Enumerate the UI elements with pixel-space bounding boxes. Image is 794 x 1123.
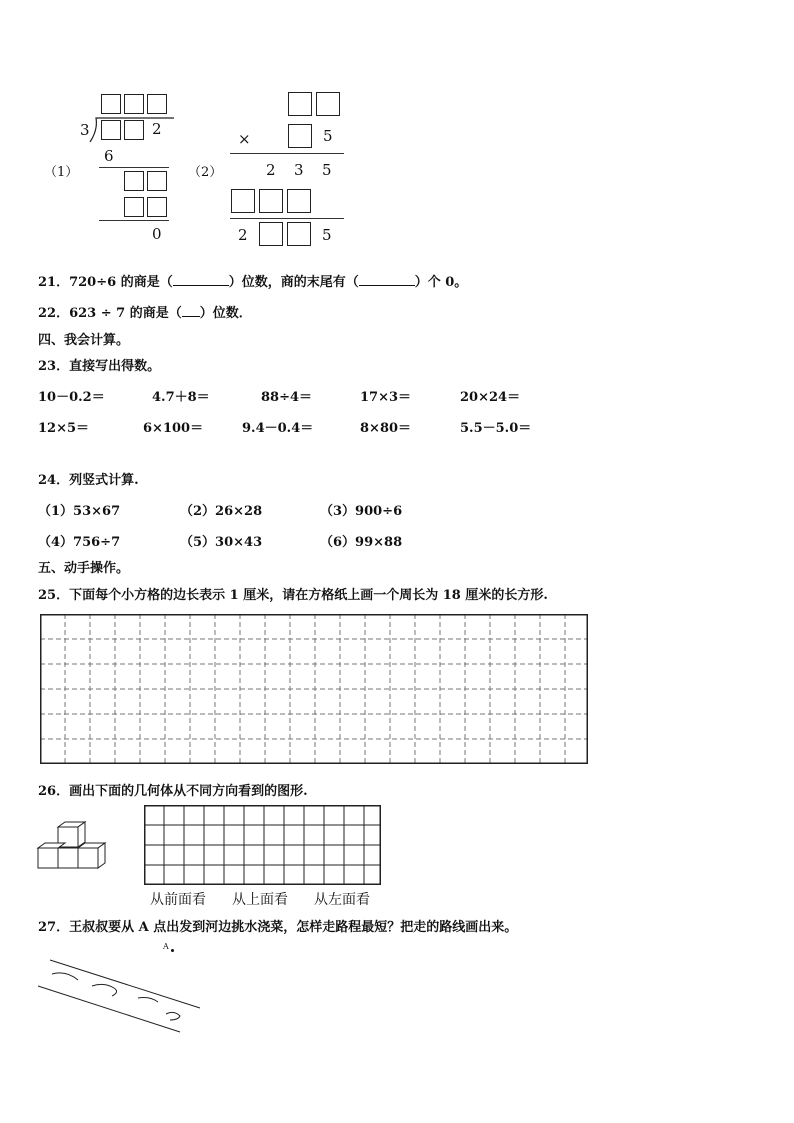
vertical-calc-item: （4）756÷7 <box>38 535 121 550</box>
vertical-calc-item: （2）26×28 <box>180 504 263 519</box>
section-5-heading: 五、动手操作。 <box>38 561 130 576</box>
factor-box-1[interactable] <box>288 92 312 116</box>
question-27-title: 27．王叔叔要从 A 点出发到河边挑水浇菜，怎样走路程最短？把走的路线画出来。 <box>38 920 518 935</box>
step-box-3[interactable] <box>124 197 144 217</box>
factor-box-2[interactable] <box>316 92 340 116</box>
calc-item: 17×3＝ <box>360 390 412 405</box>
top-view-label: 从上面看 <box>232 892 288 908</box>
vertical-calc-item: （3）900÷6 <box>320 504 403 519</box>
calc-item: 6×100＝ <box>143 421 204 436</box>
dividend-box-1[interactable] <box>101 120 121 140</box>
question-24-title: 24．列竖式计算. <box>38 473 139 488</box>
view-drawing-grid[interactable] <box>144 805 381 885</box>
question-number: 21． <box>38 275 70 290</box>
partial-digit-1: 2 <box>266 161 276 179</box>
multiplier-digit: 5 <box>323 127 333 145</box>
rule-line <box>99 167 169 168</box>
question-text: ）位数． <box>199 306 252 321</box>
step-box-2[interactable] <box>147 171 167 191</box>
calc-item: 88÷4＝ <box>261 390 313 405</box>
vertical-calc-item: （1）53×67 <box>38 504 121 519</box>
result-first-digit: 2 <box>238 226 248 244</box>
question-text: ）位数，商的末尾有（ <box>228 275 359 290</box>
vertical-calc-item: （5）30×43 <box>180 535 263 550</box>
quotient-box-3[interactable] <box>147 94 167 114</box>
question-text: ）个 0。 <box>414 275 468 290</box>
question-number: 22． <box>38 306 70 321</box>
part-2-label: （2） <box>188 165 223 180</box>
result-box-1[interactable] <box>259 222 283 246</box>
vertical-calc-item: （6）99×88 <box>320 535 403 550</box>
answer-blank-2[interactable] <box>359 273 415 286</box>
question-text: 720÷6 的商是（ <box>69 275 173 290</box>
question-23-title: 23．直接写出得数。 <box>38 359 161 374</box>
question-26-title: 26．画出下面的几何体从不同方向看到的图形. <box>38 784 308 799</box>
question-25-title: 25．下面每个小方格的边长表示 1 厘米，请在方格纸上画一个周长为 18 厘米的长方形. <box>38 588 548 603</box>
step-box-4[interactable] <box>147 197 167 217</box>
question-21 <box>38 271 467 290</box>
cube-solid-figure <box>36 820 108 872</box>
result-box-2[interactable] <box>287 222 311 246</box>
dividend-box-2[interactable] <box>124 120 144 140</box>
calc-item: 5.5－5.0＝ <box>460 421 532 436</box>
calc-item: 20×24＝ <box>460 390 521 405</box>
step-box-1[interactable] <box>124 171 144 191</box>
left-view-label: 从左面看 <box>314 892 370 908</box>
subtract-digit: 6 <box>104 147 114 165</box>
answer-blank-1[interactable] <box>173 273 229 286</box>
partial-digit-3: 5 <box>322 161 332 179</box>
times-sign: × <box>238 130 251 148</box>
quotient-box-2[interactable] <box>124 94 144 114</box>
quotient-box-1[interactable] <box>101 94 121 114</box>
point-a-label: A <box>163 942 169 951</box>
front-view-label: 从前面看 <box>150 892 206 908</box>
rule-line <box>99 220 169 221</box>
point-a-dot <box>171 949 174 952</box>
calc-item: 9.4－0.4＝ <box>242 421 314 436</box>
calc-item: 8×80＝ <box>360 421 412 436</box>
answer-blank[interactable] <box>182 304 200 317</box>
multiplier-box[interactable] <box>288 124 312 148</box>
partial-box-1[interactable] <box>231 189 255 213</box>
divisor: 3 <box>80 121 90 139</box>
remainder-digit: 0 <box>152 225 162 243</box>
dividend-digit: 2 <box>152 120 162 138</box>
section-4-heading: 四、我会计算。 <box>38 333 130 348</box>
result-last-digit: 5 <box>322 226 332 244</box>
square-grid-paper[interactable] <box>40 614 588 764</box>
calc-item: 10－0.2＝ <box>38 390 105 405</box>
calc-item: 12×5＝ <box>38 421 90 436</box>
partial-box-3[interactable] <box>287 189 311 213</box>
question-text: 623 ÷ 7 的商是（ <box>69 306 182 321</box>
river-drawing[interactable] <box>34 956 206 1036</box>
rule-line <box>230 153 344 154</box>
question-22 <box>38 302 252 321</box>
rule-line <box>230 218 344 219</box>
partial-box-2[interactable] <box>259 189 283 213</box>
calc-item: 4.7＋8＝ <box>152 390 210 405</box>
part-1-label: （1） <box>44 165 79 180</box>
partial-digit-2: 3 <box>294 161 304 179</box>
